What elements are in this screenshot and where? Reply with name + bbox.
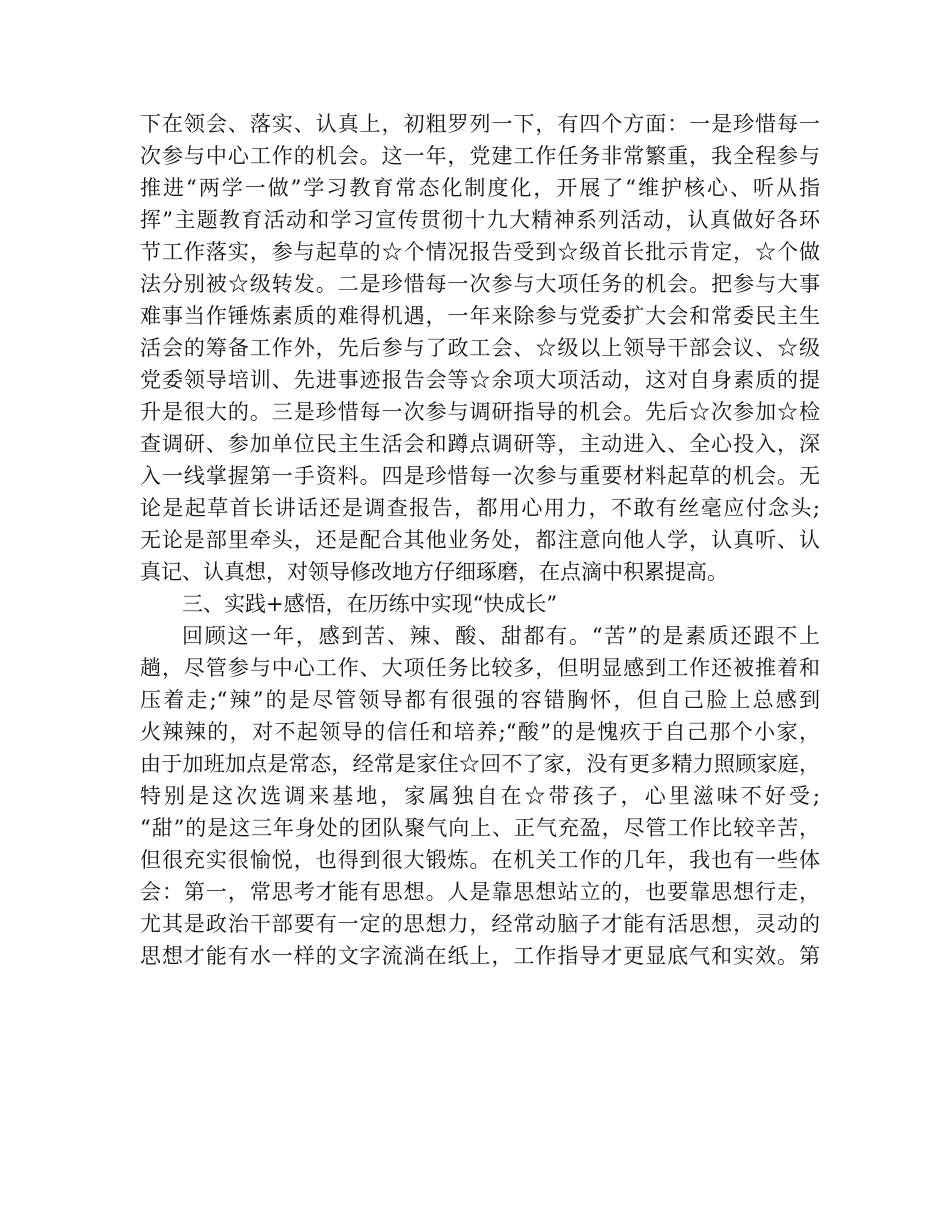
text-line: 查调研、参加单位民主生活会和蹲点调研等，主动进入、全心投入，深 [140,432,820,456]
text-line: 挥”主题教育活动和学习宣传贯彻十九大精神系列活动，认真做好各环 [140,208,820,232]
text-line: 升是很大的。三是珍惜每一次参与调研指导的机会。先后☆次参加☆检 [140,400,820,424]
text-line: 入一线掌握第一手资料。四是珍惜每一次参与重要材料起草的机会。无 [140,464,820,488]
section-heading: 三、实践+感悟，在历练中实现“快成长” [182,592,558,616]
text-line: 节工作落实，参与起草的☆个情况报告受到☆级首长批示肯定，☆个做 [140,240,820,264]
text-line: 由于加班加点是常态，经常是家住☆回不了家，没有更多精力照顾家庭， [140,752,820,776]
text-line: 趟，尽管参与中心工作、大项任务比较多，但明显感到工作还被推着和 [140,656,820,680]
text-line: 特别是这次选调来基地，家属独自在☆带孩子，心里滋味不好受; [140,784,820,808]
text-line: “甜”的是这三年身处的团队聚气向上、正气充盈，尽管工作比较辛苦， [140,816,820,840]
text-line: 难事当作锤炼素质的难得机遇，一年来除参与党委扩大会和常委民主生 [140,304,820,328]
text-line: 论是起草首长讲话还是调查报告，都用心用力，不敢有丝毫应付念头; [140,496,820,520]
text-line: 无论是部里牵头，还是配合其他业务处，都注意向他人学，认真听、认 [140,528,820,552]
text-line: 下在领会、落实、认真上，初粗罗列一下，有四个方面：一是珍惜每一 [140,112,820,136]
text-line: 次参与中心工作的机会。这一年，党建工作任务非常繁重，我全程参与 [140,144,820,168]
text-line: 火辣辣的，对不起领导的信任和培养;“酸”的是愧疚于自己那个小家， [140,720,820,744]
text-line: 思想才能有水一样的文字流淌在纸上，工作指导才更显底气和实效。第 [140,944,820,968]
text-line: 党委领导培训、先进事迹报告会等☆余项大项活动，这对自身素质的提 [140,368,820,392]
text-line: 尤其是政治干部要有一定的思想力，经常动脑子才能有活思想，灵动的 [140,912,820,936]
text-line: 回顾这一年，感到苦、辣、酸、甜都有。“苦”的是素质还跟不上 [182,624,820,648]
text-line: 推进“两学一做”学习教育常态化制度化，开展了“维护核心、听从指 [140,176,820,200]
text-line: 活会的筹备工作外，先后参与了政工会、☆级以上领导干部会议、☆级 [140,336,820,360]
text-line: 压着走;“辣”的是尽管领导都有很强的容错胸怀，但自己脸上总感到 [140,688,820,712]
text-line: 会：第一，常思考才能有思想。人是靠思想站立的，也要靠思想行走， [140,880,820,904]
text-line: 法分别被☆级转发。二是珍惜每一次参与大项任务的机会。把参与大事 [140,272,820,296]
text-line: 但很充实很愉悦，也得到很大锻炼。在机关工作的几年，我也有一些体 [140,848,820,872]
text-line: 真记、认真想，对领导修改地方仔细琢磨，在点滴中积累提高。 [140,560,728,584]
